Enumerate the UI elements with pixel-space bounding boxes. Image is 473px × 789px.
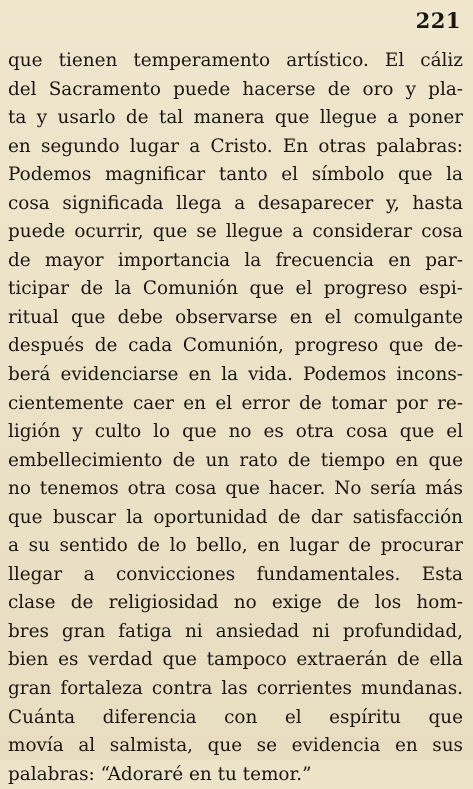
text-line: de mayor importancia la frecuencia en par-: [8, 249, 463, 271]
text-line: bien es verdad que tampoco extraerán de ella: [8, 649, 463, 671]
text-line: del Sacramento puede hacerse de oro y pla-: [8, 78, 463, 100]
text-line: ligión y culto lo que no es otra cosa que el: [8, 421, 463, 443]
text-line: Podemos magnificar tanto el símbolo que la: [8, 164, 463, 186]
text-line: ta y usarlo de tal manera que llegue a poner: [8, 107, 463, 129]
text-line: después de cada Comunión, progreso que de-: [8, 335, 463, 357]
text-line: en segundo lugar a Cristo. En otras palabras:: [8, 135, 463, 157]
text-line: bres gran fatiga ni ansiedad ni profundidad,: [8, 620, 463, 642]
text-line: gran fortaleza contra las corrientes mundanas.: [8, 678, 463, 700]
page-number: 221: [415, 8, 461, 33]
text-line: Cuánta diferencia con el espíritu que: [8, 706, 463, 728]
text-line: que tienen temperamento artístico. El cáliz: [8, 50, 463, 71]
body-text: [8, 47, 463, 789]
text-line: ticipar de la Comunión que el progreso espi-: [8, 278, 463, 300]
text-line: clase de religiosidad no exige de los hom-: [8, 592, 463, 614]
text-line: a su sentido de lo bello, en lugar de procurar: [8, 535, 463, 557]
text-line: palabras: “Adoraré en tu temor.”: [8, 763, 312, 785]
text-line: que buscar la oportunidad de dar satisfacción: [8, 506, 463, 528]
text-line: llegar a convicciones fundamentales. Esta: [8, 563, 463, 585]
text-line: berá evidenciarse en la vida. Podemos incons-: [8, 364, 463, 386]
text-line: no tenemos otra cosa que hacer. No sería más: [8, 478, 463, 500]
text-line: embellecimiento de un rato de tiempo en que: [8, 449, 463, 471]
text-line: movía al salmista, que se evidencia en sus: [8, 735, 463, 757]
text-line: ritual que debe observarse en el comulgante: [8, 306, 463, 328]
text-line: puede ocurrir, que se llegue a considerar cosa: [8, 221, 463, 243]
text-line: cosa significada llega a desaparecer y, hasta: [8, 192, 463, 214]
text-line: cientemente caer en el error de tomar por re-: [8, 392, 463, 414]
